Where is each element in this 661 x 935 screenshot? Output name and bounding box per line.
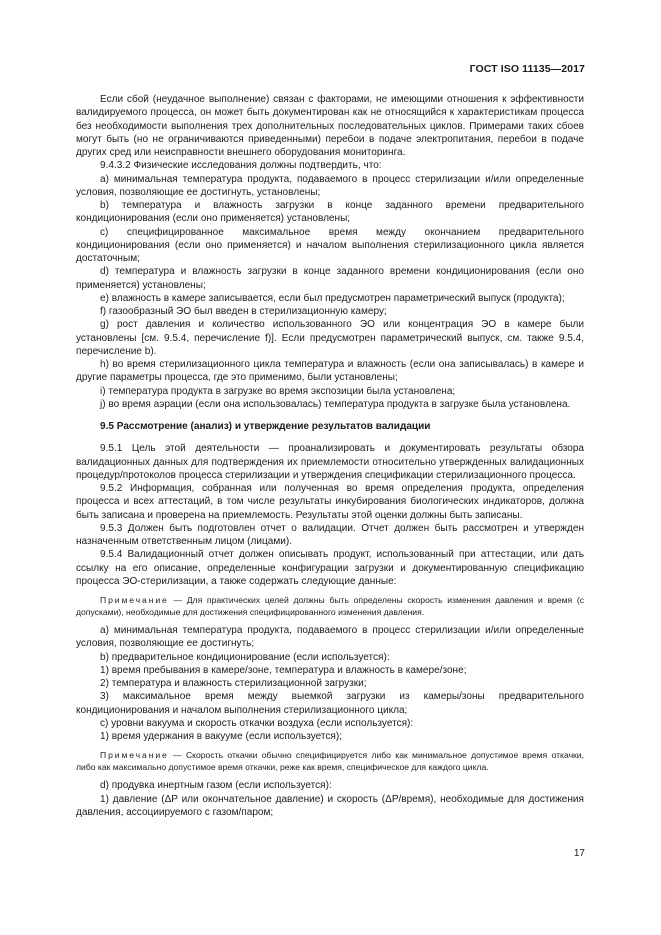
paragraph-9-5-1: 9.5.1 Цель этой деятельности — проанализировать и документировать результаты обзора валидационных данных для подтверждения их приемлемости относительно утвержденных валидационных процедур/протоколов процесса стерилизации и утверждения спецификации стерилизационного процесса. xyxy=(76,443,584,481)
report-item-a: a) минимальная температура продукта, подаваемого в процесс стерилизации и/или определенные условия, позволяющие ее достигнуть; xyxy=(76,625,584,650)
list-item-j: j) во время аэрации (если она использовалась) температура продукта в загрузке была установлена. xyxy=(100,398,571,410)
report-subitem-b1: 1) время пребывания в камере/зоне, температура и влажность в камере/зоне; xyxy=(100,664,467,676)
report-subitem-b2: 2) температура и влажность стерилизационной загрузки; xyxy=(100,678,367,689)
report-item-b: b) предварительное кондиционирование (если используется): xyxy=(100,651,390,663)
list-item-f: f) газообразный ЭО был введен в стерилизационную камеру; xyxy=(100,306,387,317)
document-body xyxy=(76,93,584,819)
paragraph-9-4-3-2: 9.4.3.2 Физические исследования должны подтвердить, что: xyxy=(100,160,382,172)
note-text: — Скорость откачки обычно специфицируется либо как минимальное допустимое время откачки, либо как максимально допустимое время откачки, реже как время, специфическое для каждого цикла. xyxy=(76,750,584,773)
list-item-g: g) рост давления и количество использованного ЭО или концентрация ЭО в камере были установлены [см. 9.5.4, перечисление f)]. Если предусмотрен параметрический выпуск, см. также 9.5.4, перечисление b). xyxy=(76,319,584,357)
paragraph-9-5-3: 9.5.3 Должен быть подготовлен отчет о валидации. Отчет должен быть рассмотрен и утвержден назначенным ответственным лицом (лицами). xyxy=(76,522,584,547)
page-number: 17 xyxy=(573,848,585,859)
document-code-header: ГОСТ ISO 11135—2017 xyxy=(469,63,585,75)
list-item-i: i) температура продукта в загрузке во время экспозиции была установлена; xyxy=(100,385,456,397)
note-label: Примечание xyxy=(100,595,169,605)
note-pressure-rate xyxy=(76,594,584,618)
list-item-c: c) специфицированное максимальное время между окончанием предварительного кондиционирования (если оно применяется) и началом выполнения стерилизационного цикла является достаточным; xyxy=(76,226,584,264)
note-evacuation-rate xyxy=(76,749,584,773)
note-label: Примечание xyxy=(100,750,169,761)
paragraph-failure-note: Если сбой (неудачное выполнение) связан с факторами, не имеющими отношения к эффективности валидируемого процесса, он может быть документирован как не относящийся к характеристикам процесса без необходимости выполнения трех дополнительных последовательных циклов. Примерами таких сбоев могут быть (но не ограничиваются приведенными) перебои в подаче электропитания, перебои в подаче других сред или неисправности внешнего оборудования мониторинга. xyxy=(76,94,584,158)
list-item-e: e) влажность в камере записывается, если был предусмотрен параметрический выпуск (продукта); xyxy=(100,292,565,304)
report-item-d: d) продувка инертным газом (если используется): xyxy=(100,780,332,792)
paragraph-9-5-4: 9.5.4 Валидационный отчет должен описывать продукт, использованный при аттестации, или дать ссылку на его описание, определенные конфигурации загрузки и документированную спецификацию процесса ЭО-стерилизации, а также содержать следующие данные: xyxy=(76,549,584,587)
list-item-b: b) температура и влажность загрузки в конце заданного времени предварительного кондиционирования (если оно применяется) установлены; xyxy=(76,200,584,225)
section-heading-9-5: 9.5 Рассмотрение (анализ) и утверждение результатов валидации xyxy=(100,421,431,432)
list-item-h: h) во время стерилизационного цикла температура и влажность (если она записывалась) в камере и другие параметры процесса, где это применимо, были установлены; xyxy=(76,359,584,384)
report-item-c: c) уровни вакуума и скорость откачки воздуха (если используется): xyxy=(100,717,414,729)
list-item-a: a) минимальная температура продукта, подаваемого в процесс стерилизации и/или определенные условия, позволяющие ее достигнуть, установлены; xyxy=(76,173,584,198)
report-subitem-d1: 1) давление (ΔP или окончательное давление) и скорость (ΔP/время), необходимые для достижения давления, ассоциируемого с газом/паром; xyxy=(76,793,584,818)
report-subitem-c1: 1) время удержания в вакууме (если используется); xyxy=(100,731,342,742)
report-subitem-b3: 3) максимальное время между выемкой загрузки из камеры/зоны предварительного кондиционирования и началом выполнения стерилизационного цикла; xyxy=(76,691,584,716)
list-item-d: d) температура и влажность загрузки в конце заданного времени кондиционирования (если оно применяется) установлены; xyxy=(76,266,584,291)
paragraph-9-5-2: 9.5.2 Информация, собранная или полученная во время определения продукта, определения процесса и всех аттестаций, в том числе результаты инкубирования биологических индикаторов, должна быть записана и проверена на приемлемость. Результаты этой оценки должны быть записаны. xyxy=(76,483,584,521)
note-text: — Для практических целей должны быть определены скорость изменения давления и время (с допусками), необходимые для достижения специфицированного изменения давления. xyxy=(76,595,584,617)
